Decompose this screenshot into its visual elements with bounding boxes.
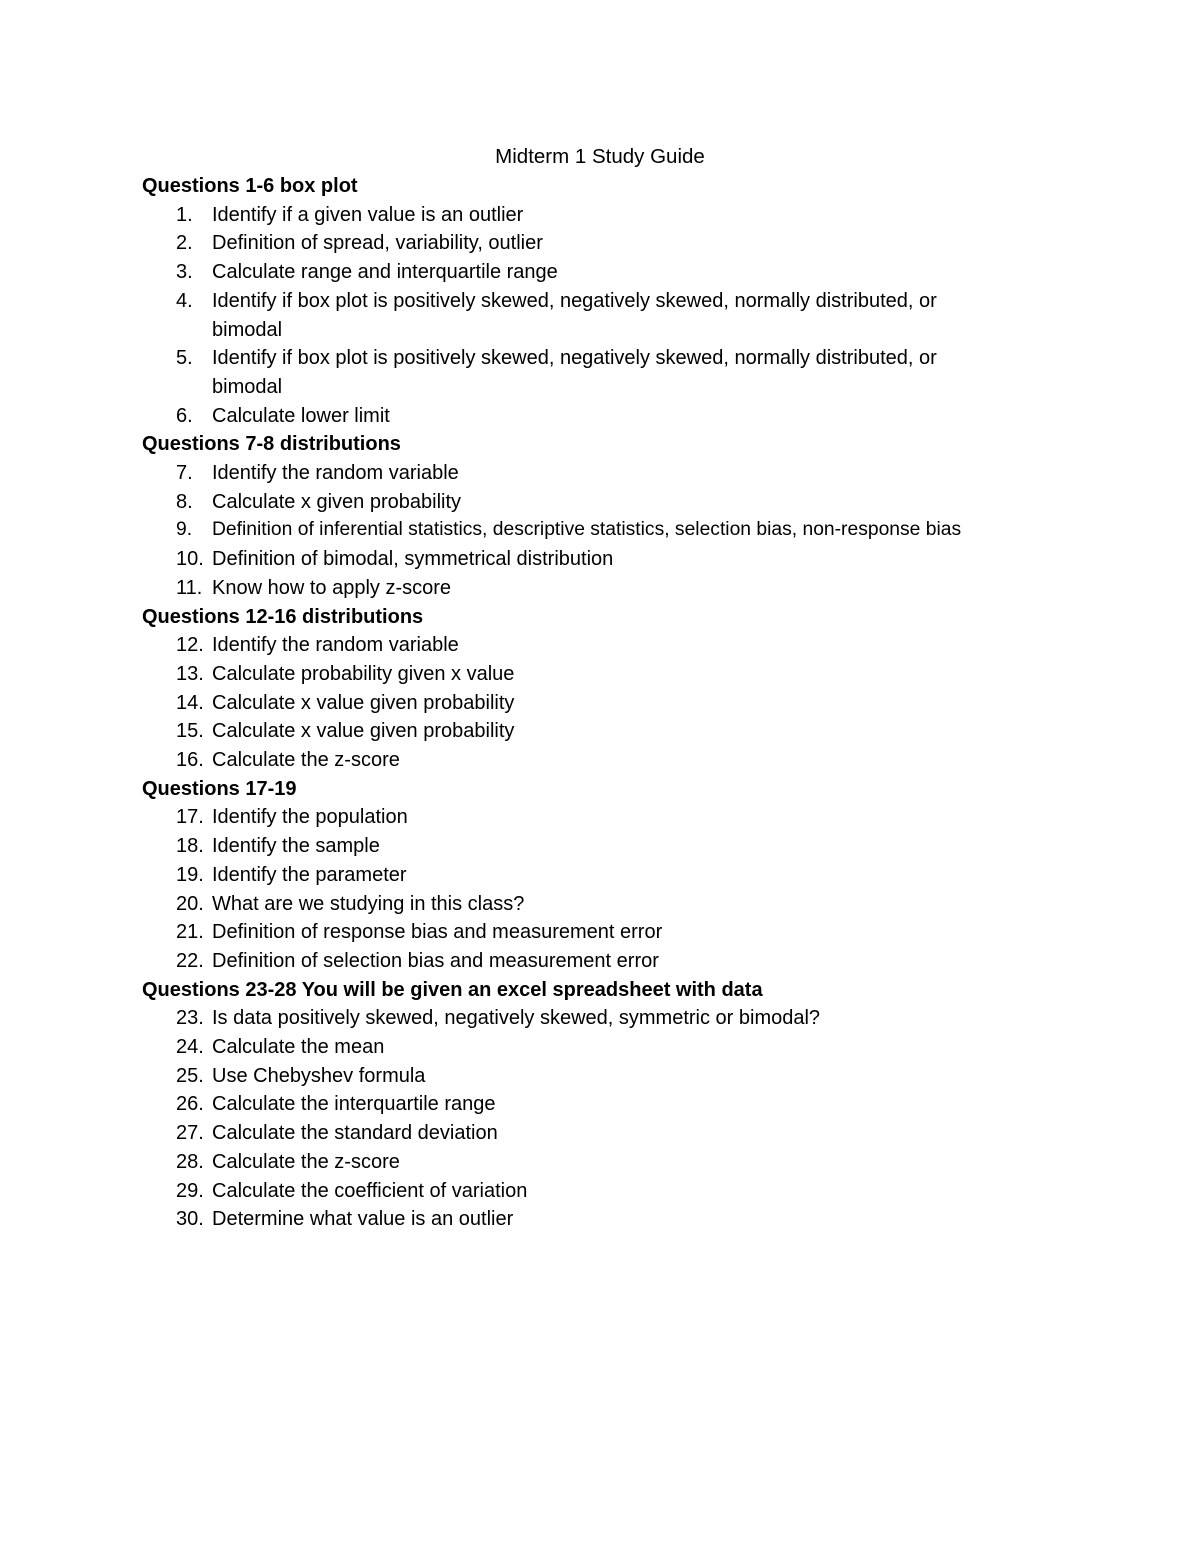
item-number: 22. [176, 949, 204, 972]
item-text: Calculate lower limit [212, 404, 390, 427]
list-item [142, 574, 1142, 603]
list-item [142, 1062, 1142, 1091]
list-item [142, 344, 1012, 401]
item-number: 13. [176, 662, 204, 685]
item-number: 7. [176, 462, 193, 484]
item-number: 27. [176, 1122, 204, 1145]
item-number: 4. [176, 289, 193, 312]
list-item [142, 516, 1142, 545]
list-item [142, 631, 1142, 660]
item-number: 1. [176, 203, 193, 226]
item-number: 29. [176, 1179, 204, 1202]
item-number: 3. [176, 261, 193, 284]
item-text: Definition of selection bias and measurement error [212, 949, 659, 972]
list-item [142, 1033, 1142, 1062]
item-number: 21. [176, 921, 204, 944]
list-item [142, 717, 1142, 746]
item-number: 23. [176, 1007, 204, 1030]
list-item [142, 545, 1142, 574]
item-text: Calculate the interquartile range [212, 1093, 496, 1116]
item-text: Calculate the z-score [212, 1150, 400, 1173]
item-text: Identify if a given value is an outlier [212, 203, 524, 226]
list-item [142, 1177, 1142, 1206]
item-number: 18. [176, 835, 204, 858]
list-item [142, 488, 1142, 517]
item-text: Calculate the mean [212, 1036, 385, 1059]
item-number: 10. [176, 548, 204, 571]
list-item [142, 287, 1012, 344]
item-number: 19. [176, 863, 204, 886]
section-heading: Questions 12-16 distributions [142, 605, 424, 628]
item-number: 8. [176, 490, 193, 513]
item-number: 17. [176, 806, 204, 829]
item-text: Use Chebyshev formula [212, 1064, 426, 1087]
list-item [142, 1148, 1142, 1177]
list-item [142, 746, 1142, 775]
list-item [142, 689, 1142, 718]
item-number: 2. [176, 232, 193, 255]
item-number: 26. [176, 1093, 204, 1116]
list-item [142, 201, 1142, 230]
item-text: Identify the population [212, 806, 408, 829]
list-item [142, 1090, 1142, 1119]
list-item [142, 1205, 1142, 1234]
item-number: 11. [176, 576, 203, 599]
item-text: Calculate the z-score [212, 749, 400, 772]
item-number: 12. [176, 634, 204, 657]
study-guide-content [142, 172, 1142, 1234]
page-title: Midterm 1 Study Guide [495, 145, 705, 168]
list-item [142, 402, 1142, 431]
item-text: Definition of response bias and measurement error [212, 921, 663, 944]
item-text: Definition of inferential statistics, descriptive statistics, selection bias, non-response bias [212, 519, 962, 541]
list-item [142, 459, 1142, 488]
list-item [142, 258, 1142, 287]
list-item [142, 803, 1142, 832]
list-item [142, 229, 1142, 258]
list-item [142, 890, 1142, 919]
item-number: 28. [176, 1150, 204, 1173]
list-item [142, 861, 1142, 890]
item-text: Definition of spread, variability, outlier [212, 232, 543, 255]
list-item [142, 832, 1142, 861]
item-text: Definition of bimodal, symmetrical distribution [212, 548, 614, 571]
item-text: Identify if box plot is positively skewed, negatively skewed, normally distributed, or bimodal [212, 289, 937, 341]
list-item [142, 947, 1142, 976]
item-text: Identify the random variable [212, 462, 459, 484]
item-text: Calculate x given probability [212, 490, 462, 513]
item-text: What are we studying in this class? [212, 892, 525, 915]
item-text: Identify the sample [212, 835, 380, 858]
item-text: Determine what value is an outlier [212, 1208, 514, 1231]
section-heading: Questions 7-8 distributions [142, 433, 401, 456]
section-heading: Questions 23-28 You will be given an excel spreadsheet with data [142, 978, 763, 1001]
item-text: Calculate the coefficient of variation [212, 1179, 528, 1202]
item-text: Identify the parameter [212, 863, 407, 886]
item-number: 25. [176, 1064, 204, 1087]
item-text: Is data positively skewed, negatively skewed, symmetric or bimodal? [212, 1007, 821, 1030]
item-number: 24. [176, 1036, 204, 1059]
item-number: 30. [176, 1208, 204, 1231]
section-heading: Questions 17-19 [142, 777, 297, 800]
item-text: Calculate x value given probability [212, 691, 515, 714]
list-item [142, 1119, 1142, 1148]
section-heading: Questions 1-6 box plot [142, 175, 358, 197]
item-text: Calculate range and interquartile range [212, 261, 558, 284]
item-text: Calculate the standard deviation [212, 1122, 498, 1145]
list-item [142, 660, 1142, 689]
item-text: Calculate x value given probability [212, 720, 515, 743]
item-text: Identify if box plot is positively skewed, negatively skewed, normally distributed, or bimodal [212, 347, 937, 398]
item-number: 14. [176, 691, 204, 714]
item-number: 9. [176, 519, 193, 541]
item-number: 16. [176, 749, 204, 772]
item-number: 15. [176, 720, 204, 743]
item-text: Calculate probability given x value [212, 662, 515, 685]
item-text: Know how to apply z-score [212, 576, 452, 599]
item-number: 6. [176, 404, 193, 427]
item-number: 20. [176, 892, 204, 915]
item-text: Identify the random variable [212, 634, 459, 657]
list-item [142, 1004, 1142, 1033]
list-item [142, 918, 1142, 947]
item-number: 5. [176, 347, 193, 370]
